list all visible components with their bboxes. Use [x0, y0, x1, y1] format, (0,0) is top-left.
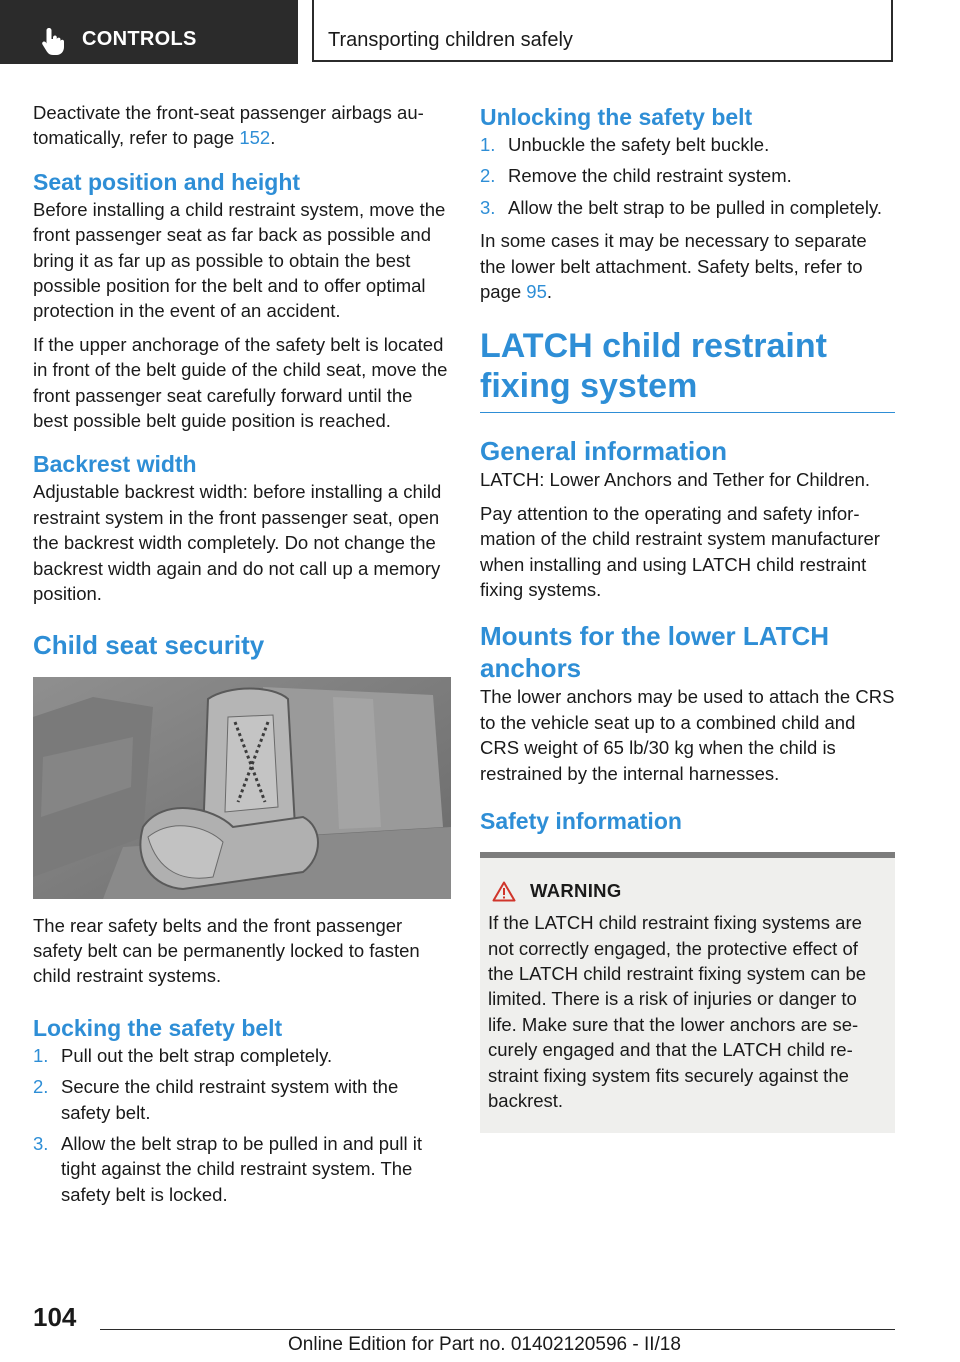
- step-number: 3.: [33, 1132, 49, 1154]
- child-seat-security-heading: Child seat security: [33, 629, 265, 660]
- separate-text: In some cases it may be necessary to separate the lower belt attachment. Safety belts, refer to page: [480, 230, 867, 303]
- warning-title-row: [488, 880, 887, 902]
- unlocking-steps-list: [480, 132, 895, 220]
- intro-paragraph: [33, 100, 451, 151]
- left-column: [33, 100, 451, 1215]
- chapter-title: Transporting children safely: [328, 29, 573, 51]
- mounts-paragraph: The lower anchors may be used to attach the CRS to the vehicle seat up to a combined child and CRS weight of 65 lb/30 kg when the child is restrained by the internal harnesses.: [480, 686, 895, 784]
- step-number: 3.: [480, 196, 496, 218]
- safety-information-heading: Safety information: [480, 808, 682, 835]
- list-item: [33, 1074, 451, 1125]
- section-label: CONTROLS: [82, 28, 197, 50]
- footer-divider: [100, 1329, 895, 1330]
- step-number: 1.: [480, 134, 496, 155]
- unlocking-heading: Unlocking the safety belt: [480, 104, 753, 130]
- latch-heading: LATCH child restraint fixing system: [480, 326, 895, 413]
- step-number: 2.: [33, 1076, 49, 1098]
- warning-text: If the LATCH child restraint fixing systems are not correctly engaged, the protective effect of the LATCH child restraint fixing system can be limited. There is a risk of injuries or danger to life. Make sure that the lower anchors are securely engaged and that the LATCH child restraint fixing system fits securely against the backrest.: [488, 912, 867, 1111]
- step-text: Allow the belt strap to be pulled in completely.: [508, 196, 882, 218]
- general-information-heading: General information: [480, 436, 728, 467]
- warning-box: [480, 852, 895, 1133]
- seat-position-paragraph-1: Before installing a child restraint system, move the front passenger seat as far back as possible and bring it as far up as possible to obtain the best possible position for the belt and to offer optimal protection in the event of an accident.: [33, 198, 446, 322]
- intro-period: .: [270, 127, 276, 149]
- page-link-95[interactable]: 95: [526, 281, 547, 303]
- section-tab: [0, 0, 298, 64]
- locking-steps-list: [33, 1043, 451, 1207]
- general-paragraph-2: Pay attention to the operating and safety information of the child restraint system manufacturer when installing and using LATCH child restraint fixing systems.: [480, 502, 880, 601]
- warning-title: WARNING: [530, 880, 622, 902]
- backrest-width-paragraph: Adjustable backrest width: before installing a child restraint system in the front passenger seat, open the backrest width completely. Do not change the backrest width again and do not call up a memory position.: [33, 481, 442, 605]
- intro-text: Deactivate the front-seat passenger airbags automatically, refer to page: [33, 102, 424, 149]
- locking-heading: Locking the safety belt: [33, 1014, 283, 1041]
- step-number: 2.: [480, 165, 496, 187]
- backrest-width-heading: Backrest width: [33, 451, 197, 478]
- general-paragraph-1: LATCH: Lower Anchors and Tether for Children.: [480, 469, 871, 491]
- page-link-152[interactable]: 152: [239, 127, 271, 149]
- list-item: [480, 132, 895, 157]
- list-item: [33, 1131, 451, 1207]
- security-paragraph: The rear safety belts and the front passenger safety belt can be permanently locked to fasten child restraint systems.: [33, 914, 420, 987]
- chapter-tab: [312, 0, 893, 62]
- step-text: Remove the child restraint system.: [508, 165, 792, 187]
- step-text: Allow the belt strap to be pulled in and pull it tight against the child restraint system. The safety belt is locked.: [61, 1132, 422, 1205]
- list-item: [33, 1043, 451, 1068]
- footer-edition: Online Edition for Part no. 01402120596 - II/18: [288, 1334, 681, 1355]
- page-number: 104: [33, 1302, 77, 1332]
- step-number: 1.: [33, 1044, 49, 1066]
- right-column: [480, 100, 895, 1133]
- step-text: Secure the child restraint system with the safety belt.: [61, 1076, 399, 1123]
- separate-paragraph: [480, 228, 895, 304]
- list-item: [480, 163, 895, 188]
- list-item: [480, 195, 895, 220]
- step-text: Pull out the belt strap completely.: [61, 1044, 333, 1066]
- step-text: Unbuckle the safety belt buckle.: [508, 134, 770, 155]
- warning-triangle-icon: [492, 881, 516, 902]
- seat-position-paragraph-2: If the upper anchorage of the safety belt is located in front of the belt guide of the child seat, move the front passenger seat carefully forward until the best possible belt guide position is reached.: [33, 333, 448, 432]
- child-seat-photo: [33, 677, 451, 899]
- separate-period: .: [546, 281, 553, 303]
- seat-position-heading: Seat position and height: [33, 168, 301, 195]
- mounts-heading: Mounts for the lower LATCH anchors: [480, 621, 830, 684]
- pointing-hand-icon: [40, 26, 66, 56]
